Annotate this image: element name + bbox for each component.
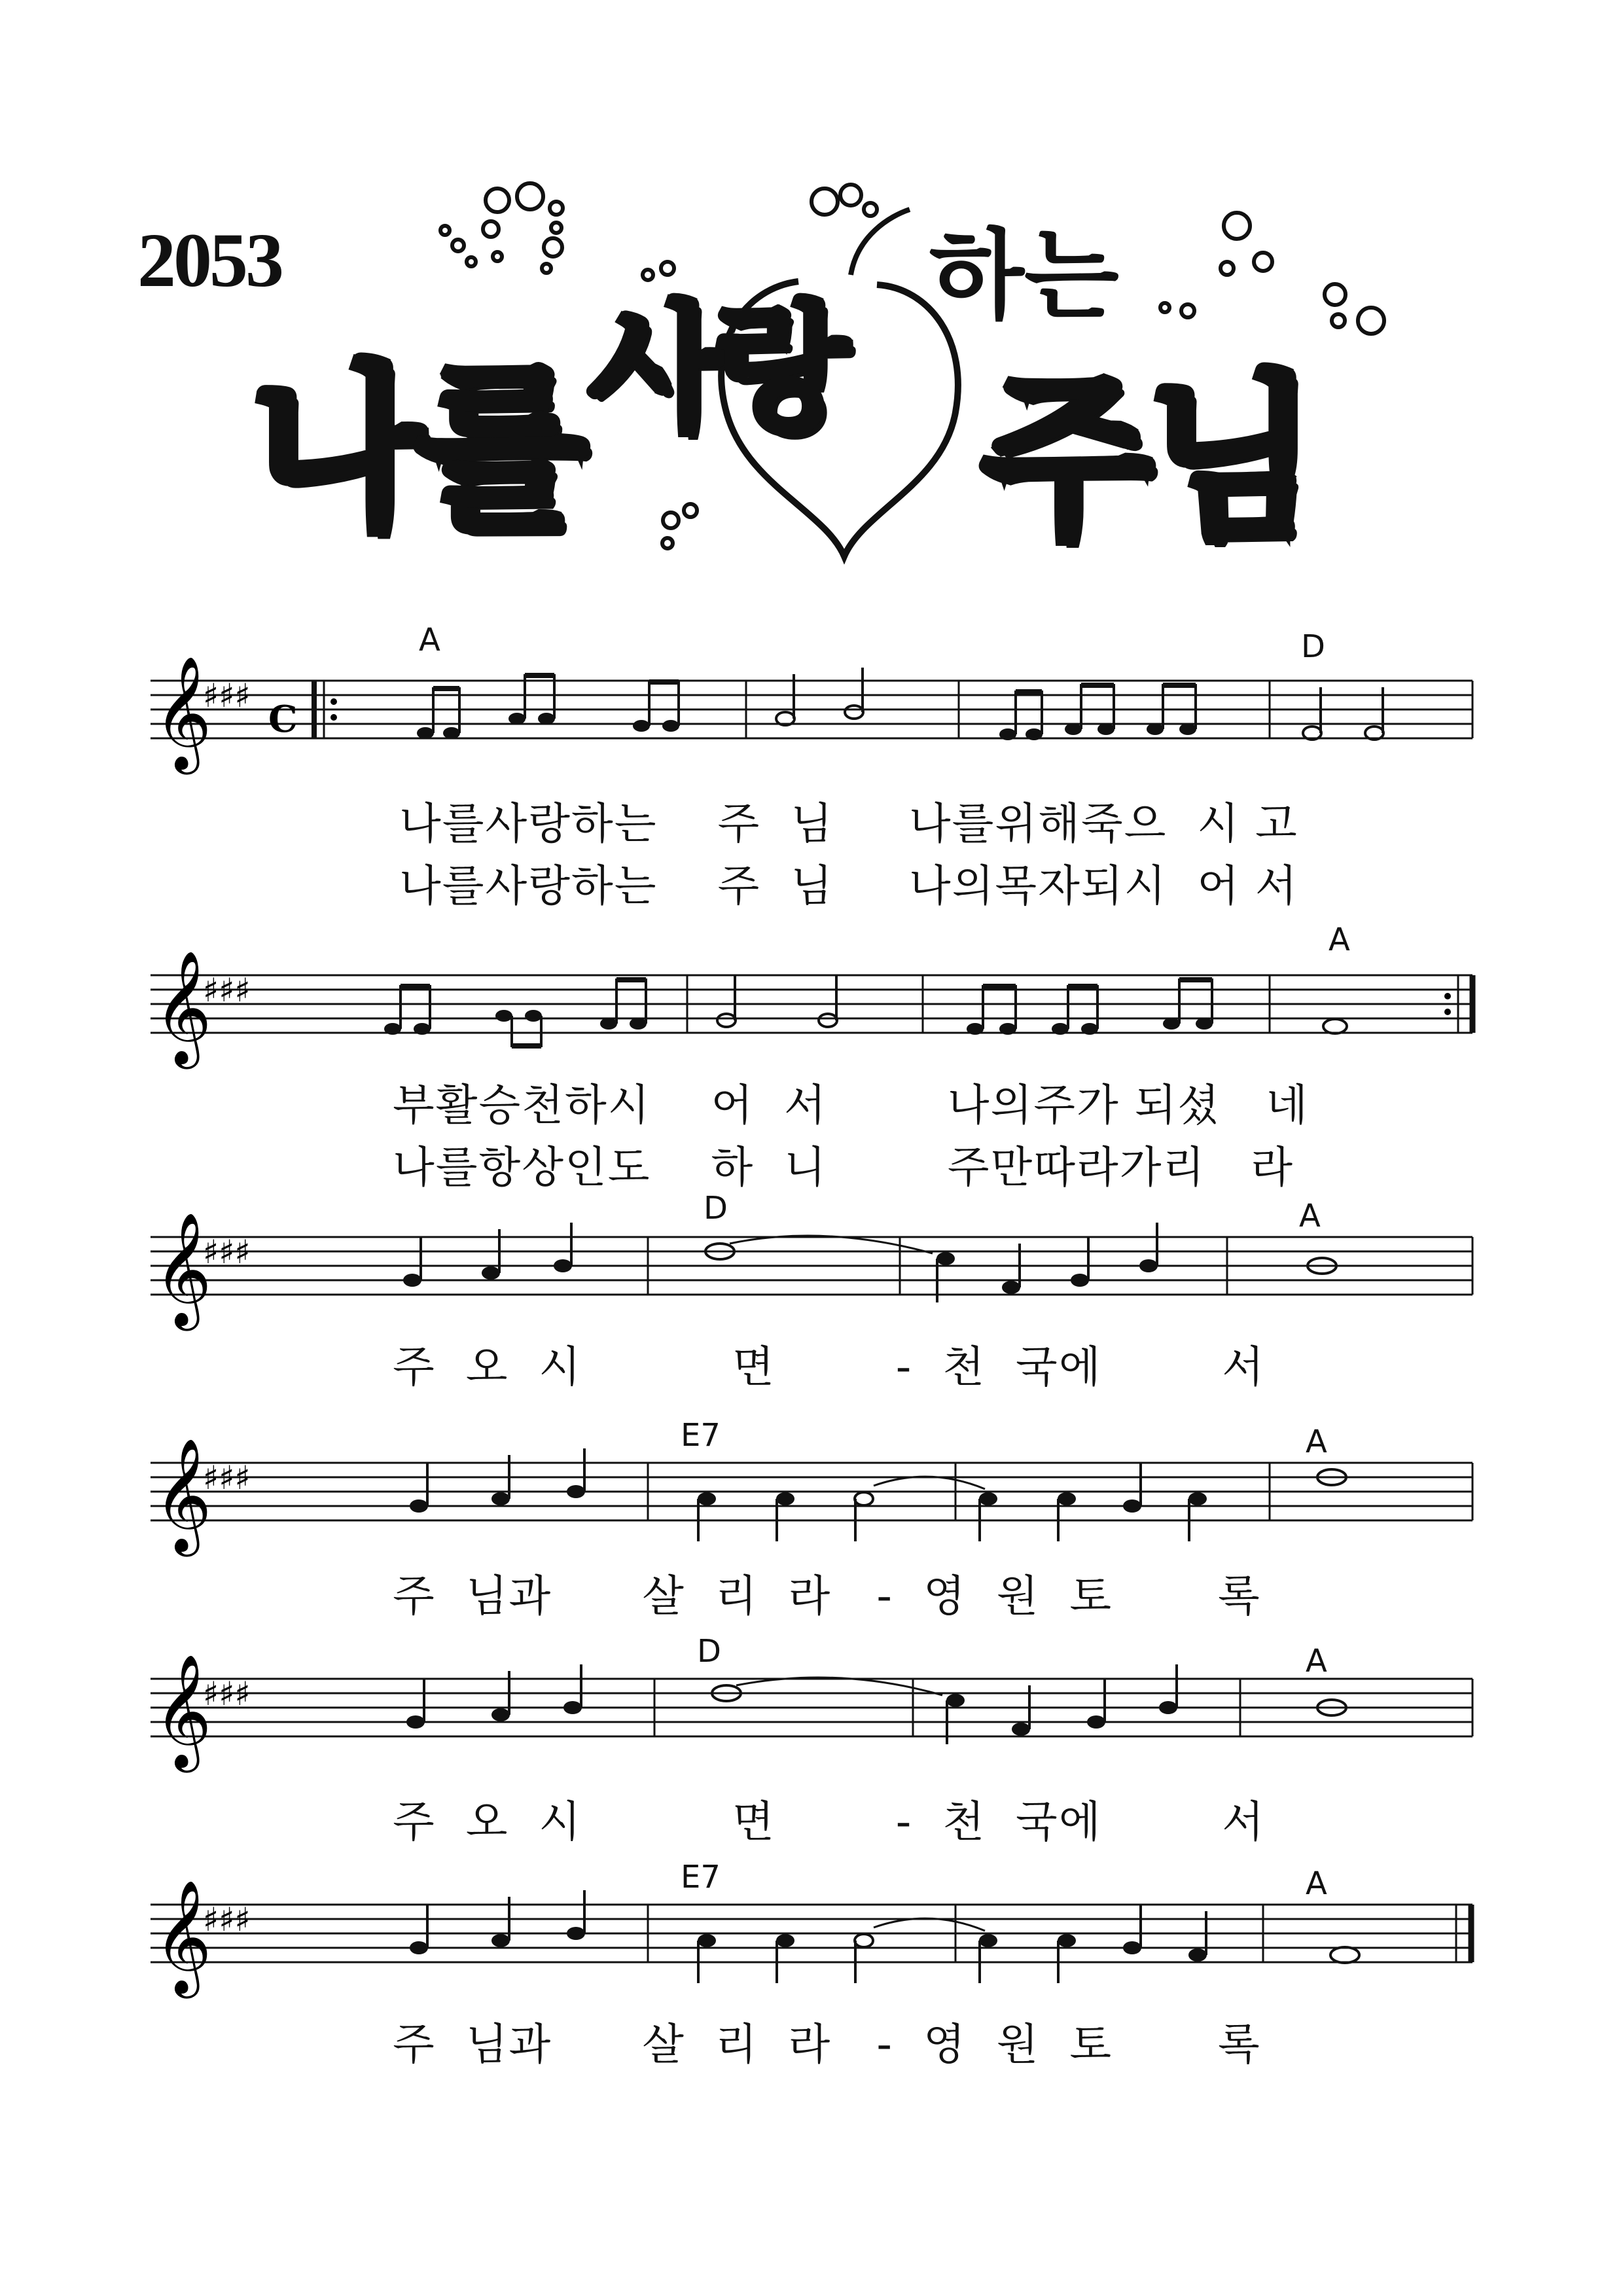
chord-label: D	[697, 1633, 721, 1670]
chord-label: A	[1306, 1424, 1327, 1460]
svg-text:𝄞: 𝄞	[154, 1212, 212, 1326]
lyric-line: 주 오 시 면 - 천 국에 서	[393, 1342, 1266, 1392]
svg-text:♯♯♯: ♯♯♯	[203, 1675, 251, 1713]
title-part-b: 사랑	[589, 289, 842, 449]
chord-label: A	[1299, 1198, 1321, 1234]
music-staff	[0, 1654, 1623, 1777]
svg-text:♯♯♯: ♯♯♯	[203, 677, 251, 715]
title-line1: 하는	[929, 219, 1119, 333]
chord-label: E7	[681, 1859, 721, 1895]
lyric-line: 나를항상인도 하 니 주만따라가리 라	[393, 1142, 1294, 1193]
music-staff	[0, 950, 1623, 1086]
music-staff	[0, 1880, 1623, 2003]
music-staff	[0, 656, 1623, 792]
svg-text:C: C	[268, 698, 298, 741]
title-part-c: 주님	[982, 356, 1310, 562]
svg-text:𝄞: 𝄞	[154, 1654, 212, 1768]
lyric-line: 부활승천하시 어 서 나의주가 되셨 네	[393, 1080, 1309, 1130]
chord-label: A	[1329, 922, 1350, 958]
svg-text:𝄞: 𝄞	[154, 1880, 212, 1994]
music-staff	[0, 1212, 1623, 1335]
chord-label: D	[1301, 628, 1325, 665]
lyric-line: 나를사랑하는 주 님 나의목자되시 어 서	[399, 861, 1298, 911]
chord-label: A	[419, 622, 440, 658]
svg-text:♯♯♯: ♯♯♯	[203, 1233, 251, 1271]
svg-text:𝄞: 𝄞	[154, 950, 212, 1064]
lyric-line: 나를사랑하는 주 님 나를위해죽으 시 고	[399, 798, 1298, 849]
chord-label: A	[1306, 1865, 1327, 1902]
lyric-line: 주 오 시 면 - 천 국에 서	[393, 1797, 1266, 1847]
chord-label: A	[1306, 1643, 1327, 1679]
svg-text:𝄞: 𝄞	[154, 656, 212, 770]
lyric-line: 주 님과 살 리 라 - 영 원 토 록	[393, 2019, 1261, 2070]
svg-text:♯♯♯: ♯♯♯	[203, 971, 251, 1009]
chord-label: D	[704, 1190, 728, 1227]
svg-text:♯♯♯: ♯♯♯	[203, 1901, 251, 1939]
svg-text:♯♯♯: ♯♯♯	[203, 1459, 251, 1497]
title-part-a: 나를	[252, 346, 580, 552]
svg-text:𝄞: 𝄞	[154, 1438, 212, 1552]
music-staff	[0, 1438, 1623, 1561]
song-number: 2053	[137, 217, 281, 303]
chord-label: E7	[681, 1417, 721, 1454]
lyric-line: 주 님과 살 리 라 - 영 원 토 록	[393, 1571, 1261, 1621]
